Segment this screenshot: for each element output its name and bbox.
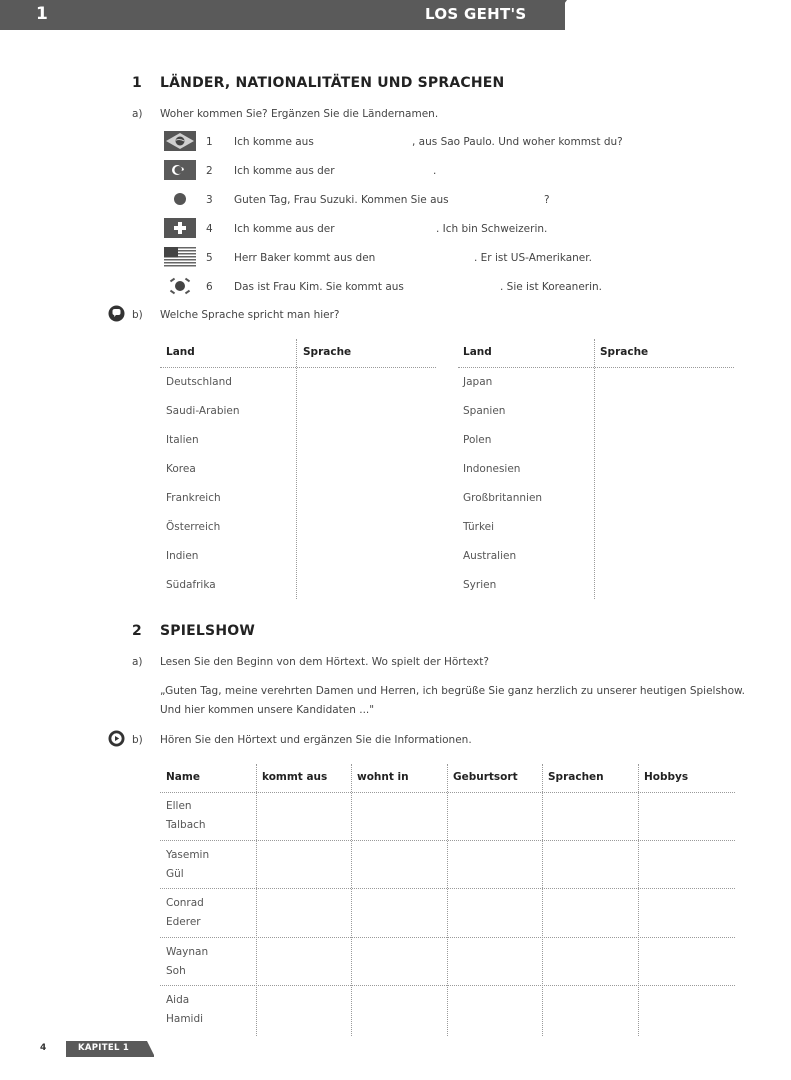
quote-line: Und hier kommen unsere Kandidaten ..." — [160, 704, 375, 716]
candidate-last-name: Soh — [166, 965, 186, 977]
switzerland-flag-icon — [164, 218, 196, 238]
section-title: LÄNDER, NATIONALITÄTEN UND SPRACHEN — [160, 75, 505, 91]
candidate-last-name: Ederer — [166, 916, 201, 928]
column-divider — [542, 764, 543, 1036]
country-cell: Syrien — [463, 579, 497, 591]
sentence-text: Guten Tag, Frau Suzuki. Kommen Sie aus — [234, 194, 449, 206]
candidate-first-name: Conrad — [166, 897, 204, 909]
tag-slant — [147, 1041, 155, 1057]
sentence-text: Ich komme aus — [234, 136, 314, 148]
country-cell: Indien — [166, 550, 199, 562]
quote-line: „Guten Tag, meine verehrten Damen und Herren, ich begrüße Sie ganz herzlich zu unserer heutigen Spielshow. — [160, 685, 745, 697]
column-header-sprache: Sprache — [303, 346, 352, 358]
country-cell: Deutschland — [166, 376, 232, 388]
candidate-first-name: Yasemin — [166, 849, 210, 861]
column-header: Hobbys — [644, 771, 689, 783]
candidate-first-name: Ellen — [166, 800, 192, 812]
header-slant — [545, 0, 567, 30]
column-header: Geburtsort — [453, 771, 518, 783]
country-cell: Saudi-Arabien — [166, 405, 240, 417]
sentence-text-end: , aus Sao Paulo. Und woher kommst du? — [412, 136, 623, 148]
brazil-flag-icon — [164, 131, 196, 151]
column-divider — [447, 764, 448, 1036]
column-divider — [256, 764, 257, 1036]
chapter-header-bar — [0, 0, 791, 30]
column-header: Name — [166, 771, 200, 783]
country-cell: Japan — [463, 376, 493, 388]
section-title: SPIELSHOW — [160, 623, 255, 639]
section-2-heading — [132, 623, 255, 639]
sentence-number: 5 — [206, 252, 213, 264]
audio-play-icon[interactable] — [108, 730, 125, 747]
sentence-text-end: . Sie ist Koreanerin. — [500, 281, 603, 293]
table-divider — [160, 367, 436, 368]
sentence-text: Das ist Frau Kim. Sie kommt aus — [234, 281, 404, 293]
chapter-footer-label: KAPITEL 1 — [78, 1043, 130, 1053]
sentence-number: 6 — [206, 281, 213, 293]
country-cell: Spanien — [463, 405, 506, 417]
column-divider — [351, 764, 352, 1036]
country-cell: Australien — [463, 550, 517, 562]
candidate-last-name: Gül — [166, 868, 184, 880]
column-header-land: Land — [463, 346, 492, 358]
chapter-title: LOS GEHT'S — [425, 5, 527, 23]
country-cell: Korea — [166, 463, 196, 475]
exercise-instruction: Lesen Sie den Beginn von dem Hörtext. Wo spielt der Hörtext? — [160, 656, 489, 668]
sentence-number: 1 — [206, 136, 213, 148]
exercise-label: b) — [132, 309, 143, 321]
candidate-last-name: Talbach — [166, 819, 206, 831]
japan-flag-icon — [164, 189, 196, 209]
korea-flag-icon — [164, 276, 196, 296]
column-header-land: Land — [166, 346, 195, 358]
country-cell: Türkei — [463, 521, 495, 533]
sentence-text: Ich komme aus der — [234, 223, 335, 235]
section-1-heading — [132, 75, 504, 91]
sentence-text-end: . Ich bin Schweizerin. — [436, 223, 548, 235]
chapter-footer-tag — [66, 1041, 154, 1057]
country-cell: Polen — [463, 434, 492, 446]
sentence-number: 2 — [206, 165, 213, 177]
column-header: kommt aus — [262, 771, 328, 783]
country-cell: Österreich — [166, 521, 221, 533]
country-cell: Italien — [166, 434, 199, 446]
usa-flag-icon — [164, 247, 196, 267]
exercise-label: a) — [132, 108, 143, 120]
section-number: 1 — [132, 75, 142, 91]
sentence-text: Herr Baker kommt aus den — [234, 252, 376, 264]
sentence-number: 4 — [206, 223, 213, 235]
column-divider — [638, 764, 639, 1036]
sentence-text: Ich komme aus der — [234, 165, 335, 177]
exercise-instruction: Welche Sprache spricht man hier? — [160, 309, 340, 321]
column-header: Sprachen — [548, 771, 604, 783]
country-cell: Südafrika — [166, 579, 216, 591]
table-divider — [458, 367, 734, 368]
column-divider — [296, 339, 297, 599]
page-number: 4 — [40, 1043, 47, 1053]
turkey-flag-icon — [164, 160, 196, 180]
exercise-instruction: Hören Sie den Hörtext und ergänzen Sie die Informationen. — [160, 734, 472, 746]
country-cell: Indonesien — [463, 463, 521, 475]
candidate-first-name: Aida — [166, 994, 190, 1006]
candidate-first-name: Waynan — [166, 946, 209, 958]
column-header-sprache: Sprache — [600, 346, 649, 358]
sentence-number: 3 — [206, 194, 213, 206]
column-header: wohnt in — [357, 771, 409, 783]
country-cell: Großbritannien — [463, 492, 543, 504]
exercise-instruction: Woher kommen Sie? Ergänzen Sie die Ländernamen. — [160, 108, 439, 120]
sentence-text-end: ? — [544, 194, 550, 206]
exercise-label: a) — [132, 656, 143, 668]
chapter-number: 1 — [36, 4, 48, 24]
section-number: 2 — [132, 623, 142, 639]
country-cell: Frankreich — [166, 492, 221, 504]
column-divider — [594, 339, 595, 599]
speech-bubble-icon — [108, 305, 125, 322]
sentence-text-end: . Er ist US-Amerikaner. — [474, 252, 592, 264]
sentence-text-end: . — [433, 165, 437, 177]
candidate-last-name: Hamidi — [166, 1013, 204, 1025]
exercise-label: b) — [132, 734, 143, 746]
header-right-blank — [565, 0, 791, 30]
